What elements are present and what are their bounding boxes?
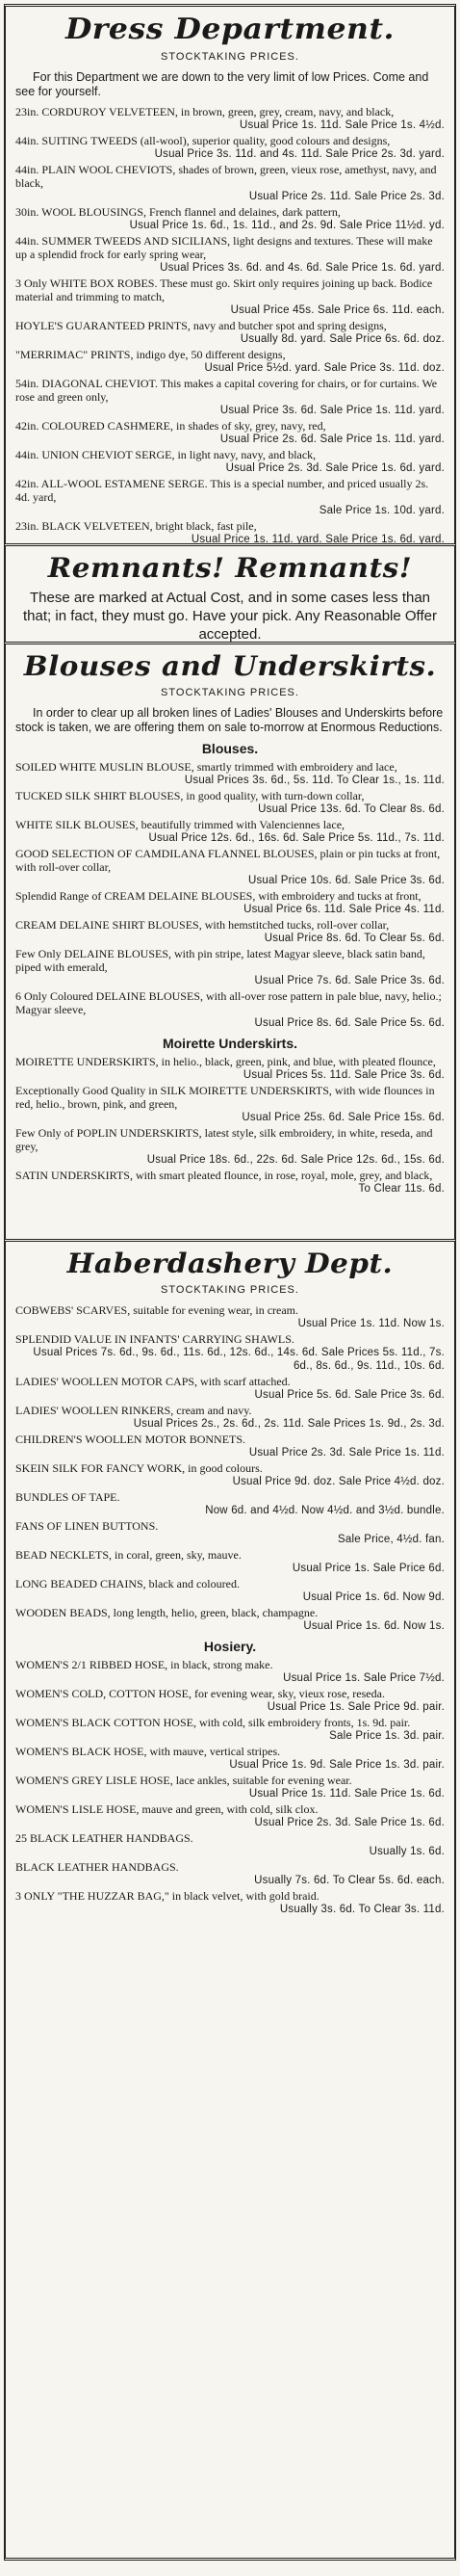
dress-item — [15, 319, 445, 346]
underskirt-item-description: SATIN UNDERSKIRTS, with smart pleated flounce, in rose, royal, mole, grey, and black, — [15, 1169, 433, 1182]
dress-item-price: Usual Price 3s. 6d. Sale Price 1s. 11d. yard. — [219, 405, 445, 416]
hosiery-item-price: Usually 7s. 6d. To Clear 5s. 6d. each. — [254, 1875, 445, 1886]
hosiery-item-price: Usual Price 1s. Sale Price 7½d. — [283, 1672, 445, 1684]
hosiery-subheading: Hosiery. — [203, 1639, 257, 1654]
blouse-item-price: Usual Price 8s. 6d. Sale Price 5s. 6d. — [254, 1017, 445, 1029]
advertisement-page — [4, 4, 456, 2568]
blouse-item — [15, 947, 445, 987]
dress-item — [15, 348, 445, 375]
haberdashery-item-price: Usual Price 9d. doz. Sale Price 4½d. doz. — [232, 1476, 445, 1487]
blouse-item-price: Usual Price 12s. 6d., 16s. 6d. Sale Price 5s. 11d., 7s. 11d. — [148, 832, 445, 844]
haberdashery-item-price: Usual Price 1s. 6d. Now 1s. — [303, 1620, 445, 1632]
hosiery-item-description: WOMEN'S BLACK COTTON HOSE, with cold, silk embroidery fronts, 1s. 9d. pair. — [15, 1716, 411, 1729]
blouse-item-description: SOILED WHITE MUSLIN BLOUSE, smartly trimmed with embroidery and lace, — [15, 760, 397, 774]
haberdashery-item — [15, 1404, 445, 1431]
dress-item-description: "MERRIMAC" PRINTS, indigo dye, 50 different designs, — [15, 348, 286, 361]
blouse-item — [15, 818, 445, 845]
dress-item-description: 54in. DIAGONAL CHEVIOT. This makes a capital covering for chairs, or for curtains. We rose and green only, — [15, 377, 438, 404]
hosiery-item-price: Usual Price 1s. 9d. Sale Price 1s. 3d. pair. — [229, 1759, 445, 1771]
dress-item-price: Usual Price 3s. 11d. and 4s. 11d. Sale Price 2s. 3d. yard. — [154, 148, 445, 160]
dress-item-price: Sale Price 1s. 10d. yard. — [319, 505, 445, 516]
blouse-item-description: WHITE SILK BLOUSES, beautifully trimmed with Valenciennes lace, — [15, 818, 345, 831]
hosiery-item-description: 3 ONLY "THE HUZZAR BAG," in black velvet, with gold braid. — [15, 1889, 319, 1903]
underskirt-item-price: Usual Price 18s. 6d., 22s. 6d. Sale Price 12s. 6d., 15s. 6d. — [146, 1154, 445, 1166]
dress-stocktaking-subtitle: STOCKTAKING PRICES. — [161, 51, 299, 63]
dress-item — [15, 448, 445, 475]
haberdashery-item-description: LONG BEADED CHAINS, black and coloured. — [15, 1577, 240, 1590]
hosiery-item — [15, 1745, 445, 1772]
dress-item-price: Usually 8d. yard. Sale Price 6s. 6d. doz. — [240, 333, 445, 345]
haberdashery-item — [15, 1519, 445, 1546]
blouses-underskirts-section — [4, 642, 456, 1239]
blouses-subheading: Blouses. — [201, 741, 259, 756]
haberdashery-item-price: Usual Price 1s. Sale Price 6d. — [292, 1563, 445, 1574]
dress-item-description: 44in. PLAIN WOOL CHEVIOTS, shades of brown, green, vieux rose, amethyst, navy, and black, — [15, 163, 437, 190]
blouses-stocktaking-subtitle: STOCKTAKING PRICES. — [161, 687, 299, 698]
haberdashery-item — [15, 1461, 445, 1488]
blouse-item-description: Splendid Range of CREAM DELAINE BLOUSES, with embroidery and tucks at front, — [15, 889, 422, 903]
hosiery-item — [15, 1802, 445, 1829]
dress-item — [15, 519, 445, 543]
haberdashery-item-price: Usual Prices 2s., 2s. 6d., 2s. 11d. Sale Prices 1s. 9d., 2s. 3d. — [133, 1418, 445, 1430]
hosiery-item-description: WOMEN'S GREY LISLE HOSE, lace ankles, suitable for evening wear. — [15, 1774, 352, 1787]
hosiery-items-list — [15, 1658, 445, 1916]
remnants-section — [4, 543, 456, 642]
hosiery-item-price: Sale Price 1s. 3d. pair. — [329, 1730, 445, 1742]
hosiery-item — [15, 1831, 445, 1858]
blouse-item-description: TUCKED SILK SHIRT BLOUSES, in good quality, with turn-down collar, — [15, 789, 365, 802]
underskirt-item — [15, 1126, 445, 1167]
dress-item-description: 44in. SUITING TWEEDS (all-wool), superior quality, good colours and designs, — [15, 134, 391, 147]
haberdashery-item — [15, 1548, 445, 1575]
underskirt-item-price: Usual Price 25s. 6d. Sale Price 15s. 6d. — [242, 1112, 445, 1123]
hosiery-item-description: WOMEN'S COLD, COTTON HOSE, for evening wear, sky, vieux rose, reseda. — [15, 1687, 385, 1700]
haberdashery-item-price: Usual Price 1s. 11d. Now 1s. — [297, 1318, 445, 1329]
underskirt-items-list — [15, 1055, 445, 1196]
haberdashery-item-description: COBWEBS' SCARVES, suitable for evening wear, in cream. — [15, 1303, 299, 1317]
haberdashery-item — [15, 1606, 445, 1633]
haberdashery-item-description: SPLENDID VALUE IN INFANTS' CARRYING SHAWLS. — [15, 1332, 294, 1346]
haberdashery-item-description: CHILDREN'S WOOLLEN MOTOR BONNETS. — [15, 1433, 246, 1446]
haberdashery-item-price: Sale Price, 4½d. fan. — [338, 1534, 445, 1545]
hosiery-item-description: 25 BLACK LEATHER HANDBAGS. — [15, 1831, 193, 1845]
dress-item-price: Usual Price 1s. 6d., 1s. 11d., and 2s. 9d. Sale Price 11½d. yd. — [129, 220, 445, 231]
underskirt-item-price: To Clear 11s. 6d. — [358, 1183, 445, 1195]
hosiery-item-description: BLACK LEATHER HANDBAGS. — [15, 1860, 179, 1874]
hosiery-item-price: Usual Price 2s. 3d. Sale Price 1s. 6d. — [254, 1817, 445, 1828]
dress-department-section — [4, 4, 456, 543]
dress-item-price: Usual Price 45s. Sale Price 6s. 11d. each. — [230, 304, 445, 316]
haberdashery-section — [4, 1239, 456, 2561]
hosiery-item — [15, 1658, 445, 1685]
blouse-item — [15, 760, 445, 787]
underskirt-item — [15, 1169, 445, 1196]
remnants-title: Remnants! Remnants! — [47, 552, 413, 584]
dress-item-price: Usual Price 2s. 6d. Sale Price 1s. 11d. yard. — [219, 434, 445, 445]
blouse-item-price: Usual Price 13s. 6d. To Clear 8s. 6d. — [258, 803, 445, 815]
dress-item — [15, 377, 445, 417]
dress-item-description: 30in. WOOL BLOUSINGS, French flannel and delaines, dark pattern, — [15, 205, 341, 219]
dress-item-price: Usual Price 1s. 11d. Sale Price 1s. 4½d. — [240, 119, 445, 131]
blouse-item-price: Usual Price 10s. 6d. Sale Price 3s. 6d. — [247, 875, 445, 886]
haberdashery-item-description: FANS OF LINEN BUTTONS. — [15, 1519, 159, 1533]
blouse-item — [15, 889, 445, 916]
dress-item-price: Usual Price 2s. 3d. Sale Price 1s. 6d. yard. — [225, 462, 445, 474]
dress-item-description: 42in. ALL-WOOL ESTAMENE SERGE. This is a special number, and priced usually 2s. 4d. yard, — [15, 477, 429, 504]
hosiery-item-description: WOMEN'S 2/1 RIBBED HOSE, in black, strong make. — [15, 1658, 273, 1671]
haberdashery-item-price: Usual Prices 7s. 6d., 9s. 6d., 11s. 6d., 12s. 6d., 14s. 6d. Sale Prices 5s. 11d., 7s. 6d., 8s. 6d., 9s. 11d., 10s. 6d. — [33, 1347, 445, 1372]
blouse-item — [15, 789, 445, 816]
hosiery-item — [15, 1716, 445, 1743]
haberdashery-item-price: Usual Price 1s. 6d. Now 9d. — [302, 1591, 445, 1603]
haberdashery-item — [15, 1577, 445, 1604]
hosiery-item — [15, 1860, 445, 1887]
haberdashery-item-description: BUNDLES OF TAPE. — [15, 1490, 120, 1504]
dress-intro: For this Department we are down to the very limit of low Prices. Come and see for yourself. — [15, 70, 429, 98]
blouse-items-list — [15, 760, 445, 1030]
dress-item-description: 44in. SUMMER TWEEDS AND SICILIANS, light designs and textures. These will make up a splendid frock for early spring wear, — [15, 234, 433, 261]
underskirt-item-description: MOIRETTE UNDERSKIRTS, in helio., black, green, pink, and blue, with pleated flounce, — [15, 1055, 436, 1068]
dress-item — [15, 419, 445, 446]
haberdashery-item — [15, 1332, 445, 1373]
dress-item-description: 23in. CORDUROY VELVETEEN, in brown, green, grey, cream, navy, and black, — [15, 105, 395, 118]
underskirt-item-price: Usual Prices 5s. 11d. Sale Price 3s. 6d. — [243, 1069, 445, 1081]
dress-item — [15, 163, 445, 203]
hosiery-item-price: Usual Price 1s. Sale Price 9d. pair. — [267, 1701, 445, 1713]
haberdashery-item-description: SKEIN SILK FOR FANCY WORK, in good colours. — [15, 1461, 263, 1475]
haberdashery-item-description: WOODEN BEADS, long length, helio, green, black, champagne. — [15, 1606, 319, 1619]
haberdashery-item-description: BEAD NECKLETS, in coral, green, sky, mauve. — [15, 1548, 242, 1562]
hosiery-item-price: Usual Price 1s. 11d. Sale Price 1s. 6d. — [248, 1788, 445, 1800]
blouse-item-description: Few Only DELAINE BLOUSES, with pin stripe, latest Magyar sleeve, black satin band, piped with emerald, — [15, 947, 425, 974]
dress-item-price: Usual Price 1s. 11d. yard. Sale Price 1s. 6d. yard. — [191, 534, 445, 543]
haberdashery-item-price: Now 6d. and 4½d. Now 4½d. and 3½d. bundle. — [205, 1505, 445, 1516]
hosiery-item-description: WOMEN'S BLACK HOSE, with mauve, vertical stripes. — [15, 1745, 281, 1758]
underskirt-item — [15, 1055, 445, 1082]
blouse-item — [15, 847, 445, 887]
hosiery-item — [15, 1774, 445, 1801]
dress-item — [15, 205, 445, 232]
blouse-item-description: GOOD SELECTION OF CAMDILANA FLANNEL BLOUSES, plain or pin tucks at front, with roll-over collar, — [15, 847, 441, 874]
blouse-item-description: 6 Only Coloured DELAINE BLOUSES, with all-over rose pattern in pale blue, navy, helio.; Magyar sleeve, — [15, 989, 442, 1016]
haberdashery-items-list — [15, 1303, 445, 1633]
dress-item — [15, 234, 445, 275]
hosiery-item-price: Usually 1s. 6d. — [369, 1846, 445, 1857]
haberdashery-item — [15, 1490, 445, 1517]
dress-item-description: HOYLE'S GUARANTEED PRINTS, navy and butcher spot and spring designs, — [15, 319, 387, 332]
dress-item-price: Usual Prices 3s. 6d. and 4s. 6d. Sale Price 1s. 6d. yard. — [160, 262, 445, 274]
blouse-item — [15, 989, 445, 1030]
underskirt-item-description: Few Only of POPLIN UNDERSKIRTS, latest style, silk embroidery, in white, reseda, and grey, — [15, 1126, 433, 1153]
haberdashery-item-description: LADIES' WOOLLEN RINKERS, cream and navy. — [15, 1404, 252, 1417]
haberdashery-stocktaking-subtitle: STOCKTAKING PRICES. — [161, 1284, 299, 1296]
blouse-item-description: CREAM DELAINE SHIRT BLOUSES, with hemstitched tucks, roll-over collar, — [15, 918, 390, 932]
dress-items-list — [15, 105, 445, 543]
blouses-underskirts-title: Blouses and Underskirts. — [23, 650, 437, 682]
haberdashery-item — [15, 1303, 445, 1330]
remnants-text: These are marked at Actual Cost, and in some cases less than that; in fact, they must go. Have your pick. Any Reasonable Offer accepted. — [23, 590, 437, 642]
underskirt-item-description: Exceptionally Good Quality in SILK MOIRETTE UNDERSKIRTS, with wide flounces in red, helio., brown, pink, and green, — [15, 1084, 435, 1111]
dress-item-description: 3 Only WHITE BOX ROBES. These must go. Skirt only requires joining up back. Bodice material and trimming to match, — [15, 276, 433, 303]
haberdashery-title: Haberdashery Dept. — [66, 1248, 394, 1279]
blouse-item-price: Usual Price 8s. 6d. To Clear 5s. 6d. — [264, 933, 445, 944]
dress-item — [15, 276, 445, 317]
dress-item-price: Usual Price 5½d. yard. Sale Price 3s. 11d. doz. — [204, 362, 445, 374]
hosiery-item — [15, 1687, 445, 1714]
haberdashery-item-price: Usual Price 5s. 6d. Sale Price 3s. 6d. — [254, 1389, 445, 1401]
blouse-item-price: Usual Price 6s. 11d. Sale Price 4s. 11d. — [243, 904, 445, 915]
haberdashery-item-price: Usual Price 2s. 3d. Sale Price 1s. 11d. — [248, 1447, 445, 1459]
underskirts-subheading: Moirette Underskirts. — [162, 1036, 298, 1051]
dress-item — [15, 134, 445, 161]
dress-item-price: Usual Price 2s. 11d. Sale Price 2s. 3d. — [248, 191, 445, 202]
dress-department-title: Dress Department. — [64, 13, 396, 46]
blouse-item-price: Usual Price 7s. 6d. Sale Price 3s. 6d. — [254, 975, 445, 986]
dress-item — [15, 105, 445, 132]
dress-item-description: 42in. COLOURED CASHMERE, in shades of sky, grey, navy, red, — [15, 419, 326, 433]
blouse-item-price: Usual Prices 3s. 6d., 5s. 11d. To Clear 1s., 1s. 11d. — [184, 775, 445, 786]
dress-item-description: 44in. UNION CHEVIOT SERGE, in light navy, navy, and black, — [15, 448, 317, 461]
underskirt-item — [15, 1084, 445, 1124]
dress-item-description: 23in. BLACK VELVETEEN, bright black, fast pile, — [15, 519, 257, 533]
hosiery-item-description: WOMEN'S LISLE HOSE, mauve and green, with cold, silk clox. — [15, 1802, 319, 1816]
blouses-intro: In order to clear up all broken lines of Ladies' Blouses and Underskirts before stock is taken, we are offering them on sale to-morrow at Enormous Reductions. — [15, 706, 444, 734]
hosiery-item — [15, 1889, 445, 1916]
haberdashery-item — [15, 1375, 445, 1402]
blouse-item — [15, 918, 445, 945]
haberdashery-item — [15, 1433, 445, 1459]
haberdashery-item-description: LADIES' WOOLLEN MOTOR CAPS, with scarf attached. — [15, 1375, 291, 1388]
dress-item — [15, 477, 445, 517]
hosiery-item-price: Usually 3s. 6d. To Clear 3s. 11d. — [279, 1904, 445, 1915]
